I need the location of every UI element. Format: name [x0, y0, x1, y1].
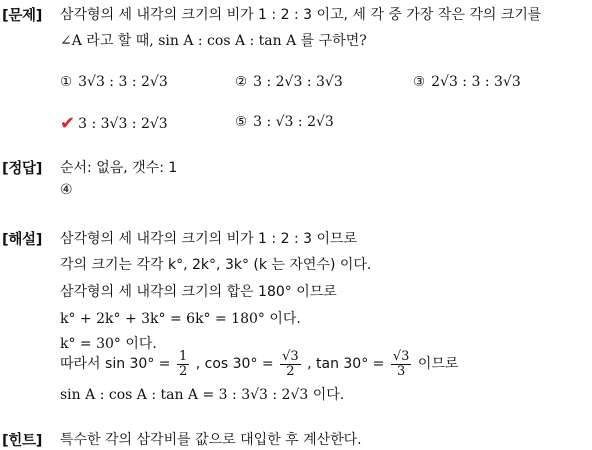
option-3-number: ③: [413, 74, 426, 90]
line6-mid-1: , cos 30° =: [195, 356, 274, 373]
explanation-line-2: 각의 크기는 각각 k°, 2k°, 3k° (k 는 자연수) 이다.: [60, 257, 372, 273]
problem-line-1: 삼각형의 세 내각의 크기의 비가 1 : 2 : 3 이고, 세 각 중 가장 작은 각의 크기를: [60, 7, 542, 23]
answer-line-1: 순서: 없음, 갯수: 1: [60, 160, 178, 176]
option-5[interactable]: [235, 114, 334, 130]
option-3-text: 2√3 : 3 : 3√3: [431, 74, 521, 90]
problem-label: [문제]: [2, 8, 43, 24]
hint-label: [힌트]: [2, 433, 43, 449]
fraction-cos30: [280, 350, 301, 378]
hint-text: 특수한 각의 삼각비를 값으로 대입한 후 계산한다.: [60, 432, 362, 448]
option-1-text: 3√3 : 3 : 2√3: [78, 74, 168, 90]
checkmark-icon: ✔: [60, 113, 76, 134]
option-1[interactable]: [60, 74, 168, 90]
option-1-number: ①: [60, 74, 73, 90]
fraction-cos30-denominator: 2: [286, 363, 295, 379]
answer-line-2: ④: [60, 182, 73, 198]
option-3[interactable]: [413, 74, 521, 90]
explanation-line-6: [60, 350, 458, 378]
problem-line-2: ∠A 라고 할 때, sin A : cos A : tan A 를 구하면?: [60, 33, 367, 49]
answer-label: [정답]: [2, 161, 43, 177]
option-2-number: ②: [235, 74, 248, 90]
option-5-number: ⑤: [235, 114, 248, 130]
line6-suffix: 이므로: [417, 356, 459, 373]
fraction-tan30-numerator: √3: [392, 349, 410, 364]
line6-mid-2: , tan 30° =: [307, 356, 385, 373]
explanation-line-7: sin A : cos A : tan A = 3 : 3√3 : 2√3 이다.: [60, 387, 345, 403]
option-4[interactable]: [60, 112, 168, 133]
fraction-sin30: [177, 350, 189, 378]
fraction-sin30-numerator: 1: [178, 349, 188, 364]
option-2[interactable]: [235, 74, 343, 90]
explanation-line-4: k° + 2k° + 3k° = 6k° = 180° 이다.: [60, 311, 301, 327]
option-5-text: 3 : √3 : 2√3: [253, 114, 334, 130]
explanation-line-5: k° = 30° 이다.: [60, 336, 157, 352]
fraction-cos30-numerator: √3: [282, 349, 299, 364]
explanation-line-3: 삼각형의 세 내각의 크기의 합은 180° 이므로: [60, 284, 337, 300]
option-4-text: 3 : 3√3 : 2√3: [78, 116, 168, 132]
fraction-tan30-denominator: 3: [396, 363, 406, 379]
explanation-label: [해설]: [2, 232, 43, 248]
explanation-line-1: 삼각형의 세 내각의 크기의 비가 1 : 2 : 3 이므로: [60, 231, 358, 247]
line6-prefix: 따라서 sin 30° =: [60, 356, 171, 373]
fraction-tan30: [391, 350, 412, 378]
option-2-text: 3 : 2√3 : 3√3: [253, 74, 343, 90]
fraction-sin30-denominator: 2: [178, 363, 188, 379]
